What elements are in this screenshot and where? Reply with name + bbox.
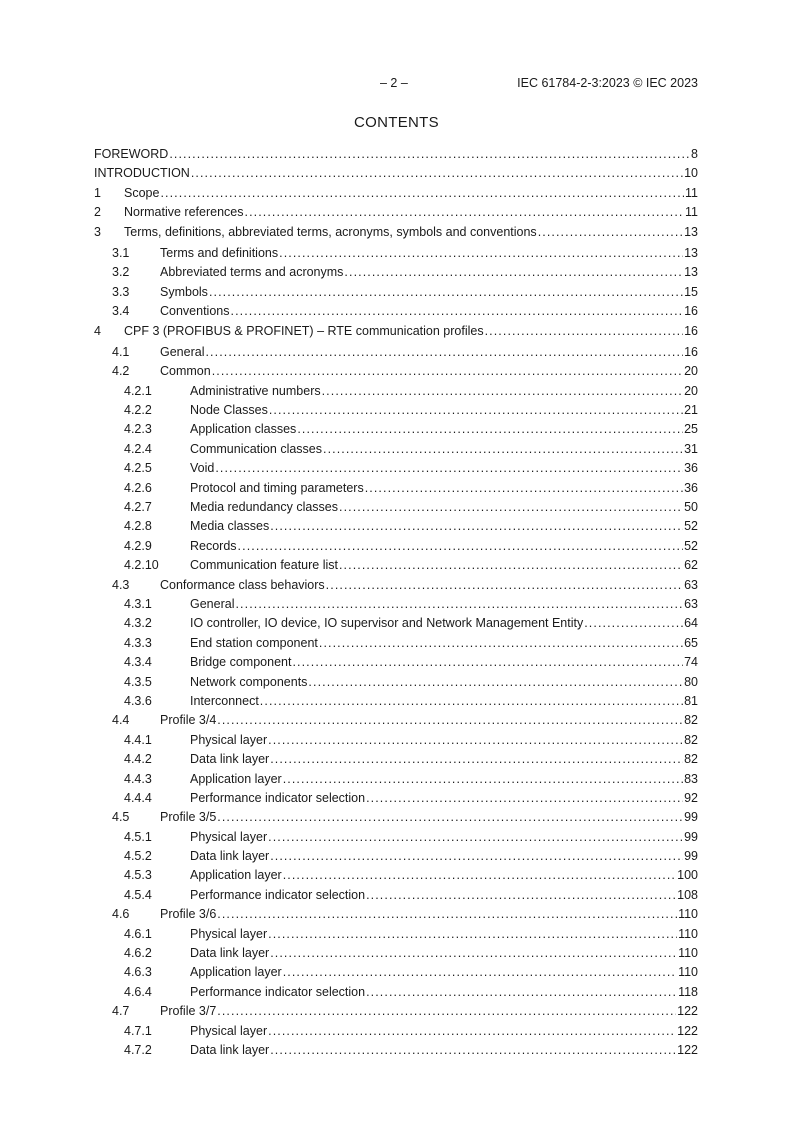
toc-entry-line: [190, 420, 698, 439]
toc-entry-page: 50: [684, 500, 698, 515]
dot-leader: [270, 1041, 676, 1060]
toc-entry-title[interactable]: Profile 3/7: [160, 1004, 217, 1019]
toc-entry[interactable]: [94, 653, 698, 672]
toc-entry-page: 25: [684, 422, 698, 437]
toc-entry[interactable]: [94, 343, 698, 362]
toc-entry-line: [190, 673, 698, 692]
dot-leader: [297, 420, 683, 439]
toc-entry-number: 4.2.1: [124, 383, 152, 398]
toc-entry-line: [190, 440, 698, 459]
toc-entry-number: 4.4.2: [124, 752, 152, 767]
dot-leader: [268, 1022, 676, 1041]
dot-leader: [245, 203, 685, 222]
toc-entry-title[interactable]: Symbols: [160, 284, 208, 299]
toc-entry-page: 64: [684, 616, 698, 631]
toc-entry-page: 16: [684, 323, 698, 338]
toc-entry-title[interactable]: Conventions: [160, 304, 230, 319]
toc-entry-page: 20: [684, 383, 698, 398]
toc-entry-line: [190, 1041, 698, 1060]
toc-entry-line: [190, 614, 698, 633]
toc-entry-line: [190, 750, 698, 769]
toc-entry-number: 2: [94, 205, 101, 220]
toc-entry[interactable]: [94, 498, 698, 517]
toc-entry-line: [160, 362, 698, 381]
toc-entry-number: 4.2.7: [124, 500, 152, 515]
toc-entry-page: 80: [684, 674, 698, 689]
dot-leader: [326, 576, 683, 595]
dot-leader: [270, 944, 677, 963]
toc-entry[interactable]: [94, 263, 698, 282]
toc-entry-title[interactable]: Communication classes: [190, 441, 322, 456]
toc-entry-title[interactable]: Profile 3/4: [160, 713, 217, 728]
dot-leader: [215, 459, 683, 478]
dot-leader: [292, 653, 683, 672]
toc-entry-title[interactable]: Conformance class behaviors: [160, 577, 325, 592]
dot-leader: [235, 595, 683, 614]
toc-entry-number: 4.7: [112, 1004, 130, 1019]
toc-entry[interactable]: [94, 223, 698, 242]
toc-entry-page: 110: [678, 926, 698, 941]
toc-entry[interactable]: [94, 866, 698, 885]
toc-entry-page: 52: [684, 538, 698, 553]
toc-entry-title[interactable]: Node Classes: [190, 403, 268, 418]
toc-entry-title[interactable]: Physical layer: [190, 732, 268, 747]
toc-entry-number: 3.4: [112, 304, 130, 319]
toc-entry-page: 62: [684, 558, 698, 573]
toc-entry-page: 16: [684, 304, 698, 319]
toc-entry-title[interactable]: Data link layer: [190, 752, 270, 767]
toc-entry-line: [190, 382, 698, 401]
toc-entry-number: 4.7.1: [124, 1023, 152, 1038]
toc-entry-number: 4.2: [112, 364, 130, 379]
toc-entry-page: 82: [684, 732, 698, 747]
dot-leader: [238, 537, 684, 556]
toc-entry-line: [160, 263, 698, 282]
dot-leader: [212, 362, 683, 381]
toc-entry-title[interactable]: Application layer: [190, 868, 282, 883]
toc-entry-line: [124, 223, 698, 242]
toc-entry[interactable]: [94, 203, 698, 222]
toc-entry-page: 99: [684, 810, 698, 825]
dot-leader: [270, 517, 683, 536]
toc-entry[interactable]: [94, 362, 698, 381]
toc-entry-title[interactable]: Application layer: [190, 771, 282, 786]
toc-entry[interactable]: [94, 322, 698, 341]
toc-entry-title[interactable]: Data link layer: [190, 1042, 270, 1057]
toc-entry-title[interactable]: Media classes: [190, 519, 270, 534]
document-reference: IEC 61784-2-3:2023 © IEC 2023: [517, 76, 698, 90]
toc-entry-page: 122: [677, 1023, 698, 1038]
toc-entry[interactable]: [94, 517, 698, 536]
toc-entry-line: [160, 283, 698, 302]
toc-entry-line: [190, 770, 698, 789]
toc-entry[interactable]: [94, 692, 698, 711]
toc-entry-page: 63: [684, 596, 698, 611]
toc-entry-title[interactable]: Data link layer: [190, 946, 270, 961]
toc-entry[interactable]: [94, 576, 698, 595]
toc-entry-line: [190, 847, 698, 866]
dot-leader: [584, 614, 683, 633]
dot-leader: [344, 263, 683, 282]
toc-entry-number: 4.4.3: [124, 771, 152, 786]
toc-entry-number: 4.2.9: [124, 538, 152, 553]
dot-leader: [339, 498, 683, 517]
toc-entry-page: 52: [684, 519, 698, 534]
toc-entry[interactable]: [94, 731, 698, 750]
toc-entry-line: [190, 517, 698, 536]
toc-entry[interactable]: [94, 401, 698, 420]
dot-leader: [191, 164, 683, 183]
dot-leader: [365, 479, 683, 498]
toc-entry-number: 4.3.2: [124, 616, 152, 631]
toc-entry-title[interactable]: Terms and definitions: [160, 245, 279, 260]
toc-entry-title[interactable]: Scope: [124, 185, 160, 200]
toc-entry[interactable]: [94, 382, 698, 401]
toc-entry[interactable]: [94, 750, 698, 769]
toc-entry[interactable]: [94, 145, 698, 164]
toc-entry-number: 4.6: [112, 907, 130, 922]
toc-entry-title[interactable]: INTRODUCTION: [94, 166, 190, 181]
toc-entry[interactable]: [94, 556, 698, 575]
toc-entry-page: 36: [684, 461, 698, 476]
dot-leader: [283, 770, 683, 789]
toc-entry[interactable]: [94, 459, 698, 478]
toc-entry[interactable]: [94, 420, 698, 439]
toc-entry-title[interactable]: Protocol and timing parameters: [190, 480, 364, 495]
toc-entry-line: [160, 905, 698, 924]
toc-entry-number: 3.1: [112, 245, 130, 260]
toc-entry-line: [190, 886, 698, 905]
toc-entry-line: [190, 789, 698, 808]
dot-leader: [217, 905, 677, 924]
toc-entry-number: 4.2.2: [124, 403, 152, 418]
toc-entry-title[interactable]: Profile 3/5: [160, 810, 217, 825]
toc-entry-page: 82: [684, 752, 698, 767]
dot-leader: [217, 711, 683, 730]
toc-entry-page: 108: [677, 887, 698, 902]
toc-entry-line: [190, 595, 698, 614]
toc-entry-title[interactable]: End station component: [190, 635, 318, 650]
dot-leader: [279, 244, 683, 263]
toc-entry-number: 4.6.2: [124, 946, 152, 961]
toc-entry[interactable]: [94, 808, 698, 827]
toc-entry-title[interactable]: Administrative numbers: [190, 383, 321, 398]
dot-leader: [270, 847, 683, 866]
toc-entry-number: 3.2: [112, 265, 130, 280]
toc-entry-title[interactable]: Profile 3/6: [160, 907, 217, 922]
toc-entry-number: 4.4.4: [124, 790, 152, 805]
toc-entry-number: 4.2.10: [124, 558, 159, 573]
toc-entry-page: 20: [684, 364, 698, 379]
toc-entry-number: 4.5.2: [124, 849, 152, 864]
toc-entry-page: 82: [684, 713, 698, 728]
dot-leader: [319, 634, 683, 653]
toc-entry-title[interactable]: General: [160, 344, 205, 359]
dot-leader: [366, 886, 676, 905]
toc-entry-page: 10: [684, 166, 698, 181]
toc-entry-number: 4.2.5: [124, 461, 152, 476]
toc-entry-page: 122: [677, 1004, 698, 1019]
toc-entry-page: 65: [684, 635, 698, 650]
toc-entry-line: [160, 244, 698, 263]
toc-entry-number: 4.3.4: [124, 655, 152, 670]
toc-entry-title[interactable]: Records: [190, 538, 237, 553]
dot-leader: [217, 808, 683, 827]
dot-leader: [231, 302, 684, 321]
toc-entry-line: [190, 479, 698, 498]
toc-entry-line: [190, 634, 698, 653]
toc-entry-title[interactable]: Media redundancy classes: [190, 500, 338, 515]
toc-entry[interactable]: [94, 944, 698, 963]
toc-entry[interactable]: [94, 614, 698, 633]
toc-entry[interactable]: [94, 479, 698, 498]
toc-entry[interactable]: [94, 847, 698, 866]
page-number: – 2 –: [380, 76, 408, 90]
toc-entry-line: [190, 925, 698, 944]
toc-entry[interactable]: [94, 302, 698, 321]
toc-entry-line: [190, 653, 698, 672]
toc-entry-title[interactable]: Data link layer: [190, 849, 270, 864]
toc-entry-page: 16: [684, 344, 698, 359]
dot-leader: [283, 866, 676, 885]
toc-entry-title[interactable]: Terms, definitions, abbreviated terms, acronyms, symbols and conventions: [124, 224, 537, 239]
toc-entry-line: [160, 711, 698, 730]
toc-entry-number: 4.7.2: [124, 1042, 152, 1057]
toc-entry-number: 4.5: [112, 810, 130, 825]
toc-entry-line: [190, 828, 698, 847]
toc-entry[interactable]: [94, 828, 698, 847]
toc-entry-number: 4.2.4: [124, 441, 152, 456]
toc-entry-number: 4.5.3: [124, 868, 152, 883]
toc-entry-title[interactable]: Normative references: [124, 205, 244, 220]
toc-entry[interactable]: [94, 770, 698, 789]
toc-entry[interactable]: [94, 1022, 698, 1041]
toc-entry-title[interactable]: Performance indicator selection: [190, 887, 366, 902]
toc-entry[interactable]: [94, 595, 698, 614]
toc-entry-page: 83: [684, 771, 698, 786]
toc-entry-line: [160, 343, 698, 362]
toc-entry[interactable]: [94, 789, 698, 808]
toc-entry-line: [94, 164, 698, 183]
table-of-contents: [94, 145, 698, 1060]
toc-entry-line: [94, 145, 698, 164]
toc-entry[interactable]: [94, 1041, 698, 1060]
toc-entry-line: [190, 459, 698, 478]
toc-entry-line: [190, 498, 698, 517]
toc-entry-page: 118: [678, 984, 698, 999]
toc-entry-line: [190, 556, 698, 575]
dot-leader: [366, 983, 677, 1002]
toc-entry-title[interactable]: FOREWORD: [94, 147, 169, 161]
toc-entry-number: 3: [94, 224, 101, 239]
toc-entry-line: [124, 322, 698, 341]
toc-entry-line: [124, 203, 698, 222]
toc-entry-title[interactable]: Physical layer: [190, 926, 268, 941]
toc-entry-title[interactable]: Bridge component: [190, 655, 292, 670]
toc-entry-number: 4.2.8: [124, 519, 152, 534]
toc-entry[interactable]: [94, 983, 698, 1002]
dot-leader: [366, 789, 683, 808]
toc-entry-line: [160, 576, 698, 595]
toc-entry-number: 4.5.1: [124, 829, 152, 844]
dot-leader: [339, 556, 683, 575]
toc-entry-title[interactable]: Application layer: [190, 965, 282, 980]
toc-entry-number: 4.4.1: [124, 732, 152, 747]
toc-entry-number: 4.4: [112, 713, 130, 728]
toc-entry-page: 13: [684, 245, 698, 260]
dot-leader: [268, 828, 683, 847]
toc-entry-page: 11: [685, 185, 698, 200]
toc-entry-number: 4.2.3: [124, 422, 152, 437]
toc-entry-page: 63: [684, 577, 698, 592]
toc-entry-number: 4.3.5: [124, 674, 152, 689]
dot-leader: [268, 925, 677, 944]
toc-entry-page: 11: [685, 205, 698, 220]
toc-entry-line: [160, 302, 698, 321]
toc-entry-number: 4.6.4: [124, 984, 152, 999]
toc-entry[interactable]: [94, 886, 698, 905]
toc-entry[interactable]: [94, 925, 698, 944]
toc-entry[interactable]: [94, 905, 698, 924]
dot-leader: [538, 223, 683, 242]
toc-entry-number: 3.3: [112, 284, 130, 299]
toc-entry-number: 4.3.1: [124, 596, 152, 611]
toc-entry-title[interactable]: Network components: [190, 674, 308, 689]
page-title: CONTENTS: [354, 114, 439, 131]
toc-entry-line: [190, 983, 698, 1002]
toc-entry-number: 4.5.4: [124, 887, 152, 902]
toc-entry[interactable]: [94, 673, 698, 692]
toc-entry-page: 74: [684, 655, 698, 670]
dot-leader: [209, 283, 683, 302]
toc-entry-page: 81: [684, 693, 698, 708]
toc-entry[interactable]: [94, 634, 698, 653]
dot-leader: [323, 440, 683, 459]
toc-entry-page: 13: [684, 224, 698, 239]
toc-entry-page: 99: [684, 829, 698, 844]
toc-entry-title[interactable]: Physical layer: [190, 829, 268, 844]
toc-entry-title[interactable]: Interconnect: [190, 693, 259, 708]
toc-entry-title[interactable]: Physical layer: [190, 1023, 268, 1038]
toc-entry-page: 92: [684, 790, 698, 805]
toc-entry-title[interactable]: Communication feature list: [190, 558, 338, 573]
toc-entry-page: 122: [677, 1042, 698, 1057]
toc-entry-line: [124, 184, 698, 203]
toc-entry-title[interactable]: Common: [160, 364, 211, 379]
toc-entry-line: [190, 866, 698, 885]
toc-entry-number: 4.2.6: [124, 480, 152, 495]
toc-entry-number: 4.3: [112, 577, 130, 592]
page-header: [94, 76, 698, 92]
toc-entry-number: 4.1: [112, 344, 130, 359]
toc-entry-page: 99: [684, 849, 698, 864]
toc-entry-page: 31: [684, 441, 698, 456]
toc-entry-line: [190, 692, 698, 711]
dot-leader: [485, 322, 684, 341]
dot-leader: [269, 401, 683, 420]
toc-entry[interactable]: [94, 963, 698, 982]
toc-entry-page: 13: [684, 265, 698, 280]
toc-entry[interactable]: [94, 283, 698, 302]
toc-entry-title[interactable]: Abbreviated terms and acronyms: [160, 265, 344, 280]
toc-entry-page: 36: [684, 480, 698, 495]
toc-entry-number: 4.6.3: [124, 965, 152, 980]
dot-leader: [308, 673, 683, 692]
dot-leader: [322, 382, 683, 401]
toc-entry-title[interactable]: Performance indicator selection: [190, 790, 366, 805]
toc-entry[interactable]: [94, 184, 698, 203]
toc-entry-page: 21: [684, 403, 698, 418]
toc-entry-title[interactable]: Performance indicator selection: [190, 984, 366, 999]
dot-leader: [260, 692, 683, 711]
toc-entry-line: [190, 944, 698, 963]
dot-leader: [205, 343, 683, 362]
toc-entry[interactable]: [94, 244, 698, 263]
dot-leader: [283, 963, 677, 982]
toc-entry-title[interactable]: IO controller, IO device, IO supervisor and Network Management Entity: [190, 616, 584, 631]
toc-entry[interactable]: [94, 1002, 698, 1021]
toc-entry-title[interactable]: Void: [190, 461, 215, 476]
toc-entry[interactable]: [94, 711, 698, 730]
toc-entry-number: 1: [94, 185, 101, 200]
toc-entry-line: [160, 808, 698, 827]
toc-entry-number: 4: [94, 323, 101, 338]
dot-leader: [217, 1002, 676, 1021]
toc-entry-line: [190, 537, 698, 556]
dot-leader: [268, 731, 683, 750]
toc-entry-page: 15: [684, 284, 698, 299]
toc-entry-page: 8: [691, 147, 698, 161]
dot-leader: [270, 750, 683, 769]
toc-entry-page: 110: [678, 907, 698, 922]
toc-entry-title[interactable]: Application classes: [190, 422, 297, 437]
toc-entry-title[interactable]: CPF 3 (PROFIBUS & PROFINET) – RTE communication profiles: [124, 323, 484, 338]
toc-entry-line: [190, 963, 698, 982]
toc-entry[interactable]: [94, 164, 698, 183]
toc-entry-line: [190, 1022, 698, 1041]
toc-entry-line: [190, 731, 698, 750]
dot-leader: [160, 184, 684, 203]
toc-entry-line: [160, 1002, 698, 1021]
toc-entry-number: 4.6.1: [124, 926, 152, 941]
toc-entry-page: 110: [678, 965, 698, 980]
dot-leader: [169, 145, 690, 164]
toc-entry-line: [190, 401, 698, 420]
toc-entry-page: 110: [678, 946, 698, 961]
toc-entry-number: 4.3.6: [124, 693, 152, 708]
toc-entry[interactable]: [94, 537, 698, 556]
toc-entry-page: 100: [677, 868, 698, 883]
toc-entry-number: 4.3.3: [124, 635, 152, 650]
toc-entry-title[interactable]: General: [190, 596, 235, 611]
toc-entry[interactable]: [94, 440, 698, 459]
